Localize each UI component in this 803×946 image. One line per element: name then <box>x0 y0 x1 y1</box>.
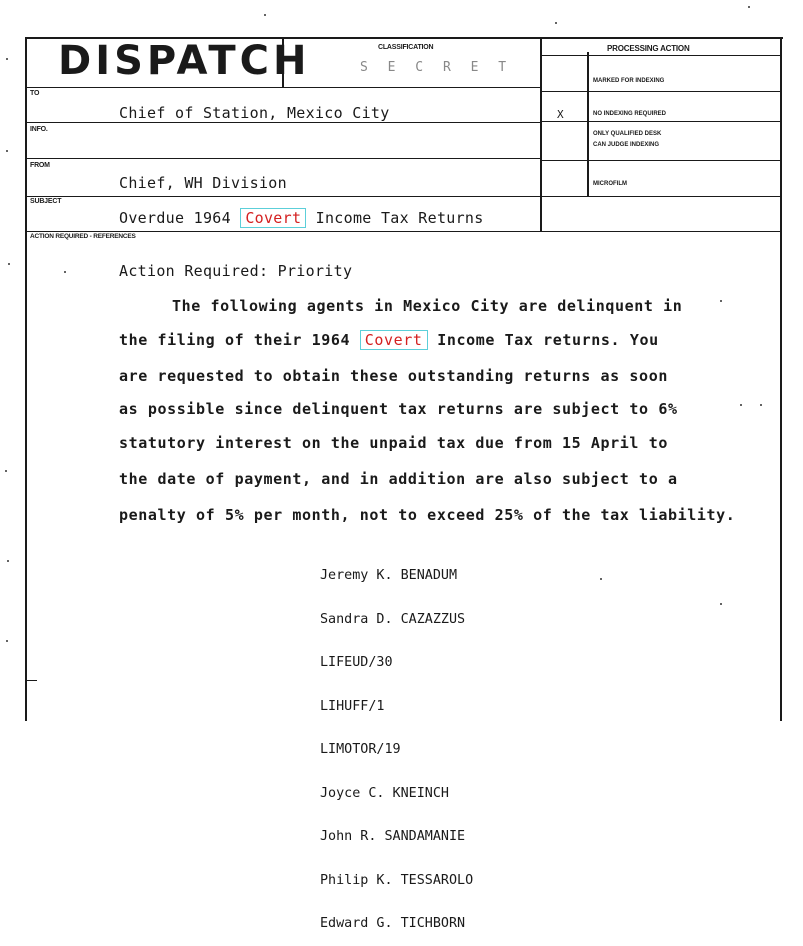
to-top-rule <box>25 87 540 88</box>
subject-text-before: Overdue 1964 <box>119 209 241 227</box>
info-top-rule <box>25 122 540 123</box>
from-top-rule <box>25 158 540 159</box>
scan-speck <box>600 578 602 580</box>
processing-item-microfilm: MICROFILM <box>593 181 627 187</box>
scan-speck <box>6 640 8 642</box>
subject-label: SUBJECT <box>30 198 62 205</box>
dispatch-title: DISPATCH <box>58 38 311 84</box>
agent-name: LIMOTOR/19 <box>320 742 401 757</box>
agent-name: LIHUFF/1 <box>320 698 385 714</box>
left-edge-tick <box>25 680 37 681</box>
processing-item-marked: MARKED FOR INDEXING <box>593 78 665 84</box>
processing-header-rule <box>540 55 782 56</box>
agent-list <box>320 540 473 946</box>
classification-value: S E C R E T <box>360 60 513 75</box>
processing-action-label: PROCESSING ACTION <box>607 44 690 53</box>
processing-item-judge: CAN JUDGE INDEXING <box>593 142 660 148</box>
classification-label: CLASSIFICATION <box>378 44 434 51</box>
action-references-label: ACTION REQUIRED - REFERENCES <box>30 233 136 240</box>
agent-name: Joyce C. KNEINCH <box>320 785 449 801</box>
scan-speck <box>555 22 557 24</box>
action-required-line: Action Required: Priority <box>119 262 353 280</box>
body-line-2-before: the filing of their 1964 <box>119 331 360 349</box>
processing-col-rule <box>587 52 589 197</box>
agent-name: LIFEUD/30 <box>320 655 393 670</box>
frame-left-rule <box>25 37 27 721</box>
info-label: INFO. <box>30 126 48 133</box>
scan-speck <box>5 470 7 472</box>
scan-speck <box>264 14 266 16</box>
processing-sep-1 <box>540 91 782 92</box>
body-line-6: the date of payment, and in addition are also subject to a <box>119 470 678 488</box>
processing-item-no-indexing: NO INDEXING REQUIRED <box>593 111 667 117</box>
subject-redacted-word: Covert <box>240 208 306 228</box>
agent-name: Philip K. TESSAROLO <box>320 872 474 888</box>
body-line-2-after: Income Tax returns. You <box>427 331 659 349</box>
body-redacted-word: Covert <box>360 330 428 350</box>
scan-speck <box>760 404 762 406</box>
body-line-5: statutory interest on the unpaid tax due from 15 April to <box>119 434 668 452</box>
body-line-1: The following agents in Mexico City are delinquent in <box>172 297 683 315</box>
scan-speck <box>748 6 750 8</box>
scan-speck <box>6 58 8 60</box>
scan-speck <box>7 560 9 562</box>
agent-name: John R. SANDAMANIE <box>320 829 466 844</box>
processing-sep-3 <box>540 160 782 161</box>
processing-x-mark: X <box>557 108 564 121</box>
scan-speck <box>720 603 722 605</box>
to-label: TO <box>30 90 40 97</box>
scan-speck <box>720 300 722 302</box>
agent-name: Jeremy K. BENADUM <box>320 568 458 583</box>
to-value: Chief of Station, Mexico City <box>119 104 390 122</box>
subject-text-after: Income Tax Returns <box>306 209 484 227</box>
scan-speck <box>740 404 742 406</box>
processing-sep-2 <box>540 121 782 122</box>
subject-top-rule <box>25 196 782 197</box>
body-line-4: as possible since delinquent tax returns are subject to 6% <box>119 400 678 418</box>
from-value: Chief, WH Division <box>119 174 287 192</box>
scan-speck <box>64 271 66 273</box>
body-line-2 <box>119 331 659 349</box>
body-line-3: are requested to obtain these outstanding returns as soon <box>119 367 668 385</box>
processing-item-qualified: ONLY QUALIFIED DESK <box>593 131 662 137</box>
frame-right-rule <box>780 37 782 721</box>
scan-speck <box>6 150 8 152</box>
body-line-7: penalty of 5% per month, not to exceed 25% of the tax liability. <box>119 506 736 524</box>
scan-speck <box>8 263 10 265</box>
classification-right-rule <box>540 37 542 232</box>
subject-line <box>119 209 484 227</box>
agent-name: Sandra D. CAZAZZUS <box>320 611 466 627</box>
action-top-rule <box>25 231 782 232</box>
from-label: FROM <box>30 162 50 169</box>
agent-name: Edward G. TICHBORN <box>320 916 466 931</box>
